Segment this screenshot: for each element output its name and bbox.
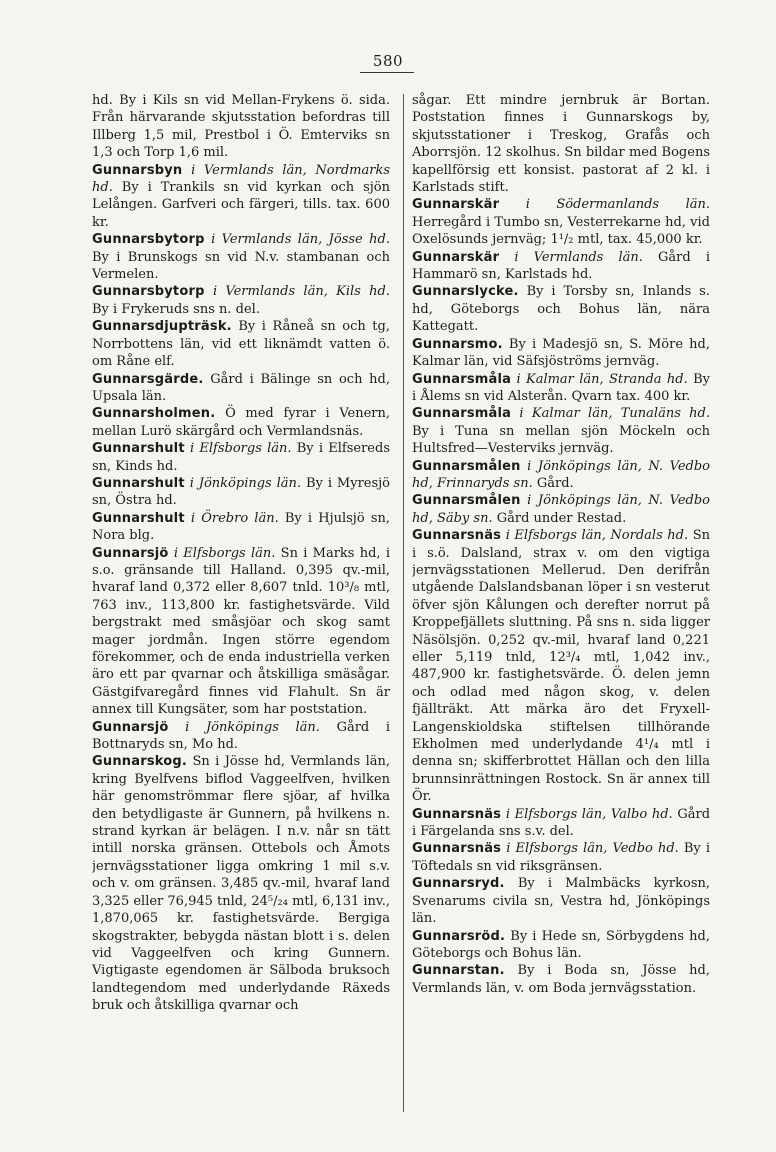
entry-headword: Gunnarsdjupträsk. bbox=[92, 319, 232, 335]
dictionary-entry bbox=[412, 371, 710, 406]
entry-text: Gård i Färgelanda sns s.v. del. bbox=[412, 806, 710, 840]
dictionary-entry bbox=[412, 196, 710, 248]
entry-subheading: i Vermlands län, Jösse hd. bbox=[211, 232, 390, 248]
page-number: 580 bbox=[372, 52, 404, 70]
entry-text: hd. By i Kils sn vid Mellan-Frykens ö. sida. Från härvarande skjutsstation befordras till Illberg 1,5 mil, Prestbol i Ö. Emterviks sn 1,3 och Torp 1,6 mil. bbox=[92, 93, 390, 161]
entry-subheading: i Elfsborgs län, Vedbo hd. bbox=[506, 841, 679, 857]
entry-text: By i Brunskogs sn vid N.v. stambanan och Vermelen. bbox=[92, 249, 390, 283]
entry-subheading: i Jönköpings län, N. Vedbo hd, Frinnaryds sn. bbox=[412, 458, 710, 491]
dictionary-entry bbox=[412, 336, 710, 371]
entry-subheading: i Kalmar län, Stranda hd. bbox=[516, 371, 688, 387]
entry-headword: Gunnarskär bbox=[412, 249, 500, 265]
entry-headword: Gunnarsbyn bbox=[92, 162, 183, 178]
entry-headword: Gunnarsjö bbox=[92, 719, 169, 735]
dictionary-entry bbox=[92, 92, 390, 162]
entry-headword: Gunnarsmåla bbox=[412, 406, 512, 422]
entry-text: Herregård i Tumbo sn, Vesterrekarne hd, vid Oxelösunds jernväg; 1¹/₂ mtl, tax. 45,000 kr. bbox=[412, 214, 710, 248]
entry-headword: Gunnarsmo. bbox=[412, 336, 503, 352]
dictionary-entry bbox=[412, 458, 710, 493]
entry-subheading: i Vermlands län. bbox=[514, 249, 643, 265]
entry-headword: Gunnarsnäs bbox=[412, 528, 502, 544]
dictionary-entry bbox=[92, 371, 390, 406]
dictionary-entry bbox=[92, 231, 390, 283]
entry-text: By i Torsby sn, Inlands s. hd, Göteborgs och Bohus län, nära Kattegatt. bbox=[412, 284, 710, 335]
entry-text: Gård i Bälinge sn och hd, Upsala län. bbox=[92, 371, 390, 404]
entry-text: Gård under Restad. bbox=[496, 510, 627, 526]
dictionary-entry bbox=[412, 405, 710, 457]
dictionary-entry bbox=[412, 806, 710, 841]
dictionary-entry bbox=[92, 440, 390, 475]
entry-headword: Gunnarsjö bbox=[92, 545, 169, 561]
entry-text: Sn i Marks hd, i s.o. gränsande till Halland. 0,395 qv.-mil, hvaraf land 0,372 eller 8,607 tnld. 10³/₈ mtl, 763 inv., 113,800 kr. fastighetsvärde. Vild bergstrakt med småsjöar och skog samt mager jordmån. Ingen större egendom förekommer, och de enda industriella verken äro ett par qvarnar och åtskilliga smäsågar. Gästgifvaregård finnes vid Flahult. Sn är annex till Kungsäter, som har poststation. bbox=[92, 545, 390, 718]
dictionary-entry bbox=[412, 840, 710, 875]
dictionary-entry bbox=[92, 162, 390, 232]
entry-text: By i Hede sn, Sörbygdens hd, Göteborgs och Bohus län. bbox=[412, 928, 710, 961]
right-column bbox=[412, 92, 710, 1132]
entry-subheading: i Örebro län. bbox=[190, 510, 279, 526]
dictionary-entry bbox=[412, 928, 710, 963]
entry-headword: Gunnarsmålen bbox=[412, 458, 521, 474]
entry-headword: Gunnarskär bbox=[412, 197, 500, 213]
dictionary-entry bbox=[92, 318, 390, 370]
entry-text: Gård i Hammarö sn, Karlstads hd. bbox=[412, 249, 710, 283]
entry-subheading: i Elfsborgs län, Nordals hd. bbox=[505, 528, 689, 544]
entry-subheading: i Jönköpings län. bbox=[189, 475, 302, 491]
entry-text: Gård. bbox=[536, 475, 574, 491]
entry-text: By i Ålems sn vid Alsterån. Qvarn tax. 400 kr. bbox=[412, 371, 710, 404]
entry-headword: Gunnarsmålen bbox=[412, 493, 521, 509]
entry-text: By i Tuna sn mellan sjön Möckeln och Hultsfred—Vesterviks jernväg. bbox=[412, 423, 710, 457]
dictionary-entry bbox=[412, 283, 710, 335]
entry-text: By i Frykeruds sns n. del. bbox=[92, 301, 260, 317]
entry-text: By i Boda sn, Jösse hd, Vermlands län, v. om Boda jernvägsstation. bbox=[412, 963, 710, 996]
dictionary-entry bbox=[412, 527, 710, 806]
entry-headword: Gunnarsgärde. bbox=[92, 371, 204, 387]
entry-text: Sn i Jösse hd, Vermlands län, kring Byelfvens biflod Vaggeelfven, hvilken här genomströmmar flere sjöar, af hvilka den betydligaste är Gunnern, på hvilkens n. strand kyrkan är belägen. I n.v. når sn tätt intill norska gränsen. Ottebols och Åmots jernvägsstationer ligga omkring 1 mil s.v. och v. om gränsen. 3,485 qv.-mil, hvaraf land 3,325 eller 76,945 tnld, 24⁵/₂₄ mtl, 6,131 inv., 1,870,065 kr. fastighetsvärde. Bergiga skogstrakter, bebygda nästan blott i s. delen vid Vaggeelfven och kring Gunnern. Vigtigaste egendomen är Sälboda bruksoch landtegendom med underlydande Räxeds bruk och åtskilliga qvarnar och bbox=[92, 754, 390, 1014]
entry-text: By i Råneå sn och tg, Norrbottens län, vid ett liknämdt vatten ö. om Råne elf. bbox=[92, 319, 390, 370]
entry-text: Sn i s.ö. Dalsland, strax v. om den vigtiga jernvägsstationen Mellerud. Den derifrån utgående Dalslandsbanan löper i sn vesterut öfver sjön Kålungen och derefter norrut på Kroppefjällets sluttning. På sns n. sida ligger Näsölsjön. 0,252 qv.-mil, hvaraf land 0,221 eller 5,119 tnld, 12³/₄ mtl, 1,042 inv., 487,900 kr. fastighetsvärde. Ö. delen jemn och odlad med någon skog, v. delen fjällträkt. Att märka äro det Fryxell-Langenskioldska stiftelsen tillhörande Ekholmen med underlydande 4¹/₄ mtl i denna sn; skifferbrottet Hällan och den lilla brunnsinrättningen Rostock. Sn är annex till Ör. bbox=[412, 528, 710, 805]
entry-subheading: i Elfsborgs län. bbox=[173, 545, 276, 561]
dictionary-entry bbox=[92, 719, 390, 754]
entry-headword: Gunnarshult bbox=[92, 510, 185, 526]
dictionary-entry bbox=[412, 249, 710, 284]
entry-headword: Gunnarshult bbox=[92, 475, 185, 491]
entry-headword: Gunnarshult bbox=[92, 441, 185, 457]
entry-text: By i Madesjö sn, S. Möre hd, Kalmar län, vid Säfsjöströms jernväg. bbox=[412, 336, 710, 370]
dictionary-entry bbox=[92, 283, 390, 318]
entry-text: Ö med fyrar i Venern, mellan Lurö skärgård och Vermlandsnäs. bbox=[92, 406, 390, 439]
entry-subheading: i Vermlands län, Nordmarks hd. bbox=[92, 162, 390, 196]
entry-headword: Gunnarstan. bbox=[412, 963, 505, 979]
dictionary-entry bbox=[92, 545, 390, 719]
left-column bbox=[92, 92, 390, 1132]
entry-headword: Gunnarsbytorp bbox=[92, 284, 205, 300]
entry-headword: Gunnarsholmen. bbox=[92, 406, 216, 422]
entry-text: By i Malmbäcks kyrkosn, Svenarums civila sn, Vestra hd, Jönköpings län. bbox=[412, 876, 710, 927]
entry-subheading: i Jönköpings län. bbox=[185, 719, 320, 735]
header-rule bbox=[360, 72, 414, 73]
entry-text: By i Myresjö sn, Östra hd. bbox=[92, 475, 390, 509]
dictionary-entry bbox=[412, 962, 710, 997]
entry-text: By i Töftedals sn vid riksgränsen. bbox=[412, 841, 710, 874]
entry-headword: Gunnarslycke. bbox=[412, 284, 519, 300]
entry-headword: Gunnarsröd. bbox=[412, 928, 506, 944]
entry-text: By i Trankils sn vid kyrkan och sjön Lelången. Garfveri och färgeri, tills. tax. 600 kr. bbox=[92, 180, 390, 230]
entry-headword: Gunnarsbytorp bbox=[92, 232, 205, 248]
dictionary-entry bbox=[412, 875, 710, 927]
entry-subheading: i Kalmar län, Tunaläns hd. bbox=[519, 406, 710, 422]
entry-text: By i Elfsereds sn, Kinds hd. bbox=[92, 441, 390, 474]
entry-headword: Gunnarsnäs bbox=[412, 841, 502, 857]
entry-subheading: i Elfsborgs län, Valbo hd. bbox=[505, 806, 673, 822]
dictionary-entry bbox=[412, 92, 710, 196]
entry-text: Gård i Bottnaryds sn, Mo hd. bbox=[92, 719, 390, 753]
dictionary-entry bbox=[92, 510, 390, 545]
entry-subheading: i Elfsborgs län. bbox=[189, 441, 292, 457]
entry-subheading: i Södermanlands län. bbox=[525, 197, 710, 213]
entry-headword: Gunnarsmåla bbox=[412, 371, 512, 387]
entry-text: sågar. Ett mindre jernbruk är Bortan. Poststation finnes i Gunnarskogs by, skjutsstationer i Treskog, Grafås och Aborrsjön. 12 skolhus. Sn bildar med Bogens kapellförsig ett konsist. pastorat af 2 kl. i Karlstads stift. bbox=[412, 93, 710, 196]
dictionary-entry bbox=[412, 492, 710, 527]
entry-headword: Gunnarsnäs bbox=[412, 806, 502, 822]
dictionary-entry bbox=[92, 475, 390, 510]
dictionary-entry bbox=[92, 753, 390, 1014]
entry-text: By i Hjulsjö sn, Nora blg. bbox=[92, 510, 390, 544]
entry-headword: Gunnarskog. bbox=[92, 754, 188, 770]
entry-subheading: i Jönköpings län, N. Vedbo hd, Säby sn. bbox=[412, 493, 710, 526]
column-divider bbox=[403, 94, 404, 1112]
entry-subheading: i Vermlands län, Kils hd. bbox=[212, 284, 390, 300]
dictionary-entry bbox=[92, 405, 390, 440]
entry-headword: Gunnarsryd. bbox=[412, 876, 505, 892]
